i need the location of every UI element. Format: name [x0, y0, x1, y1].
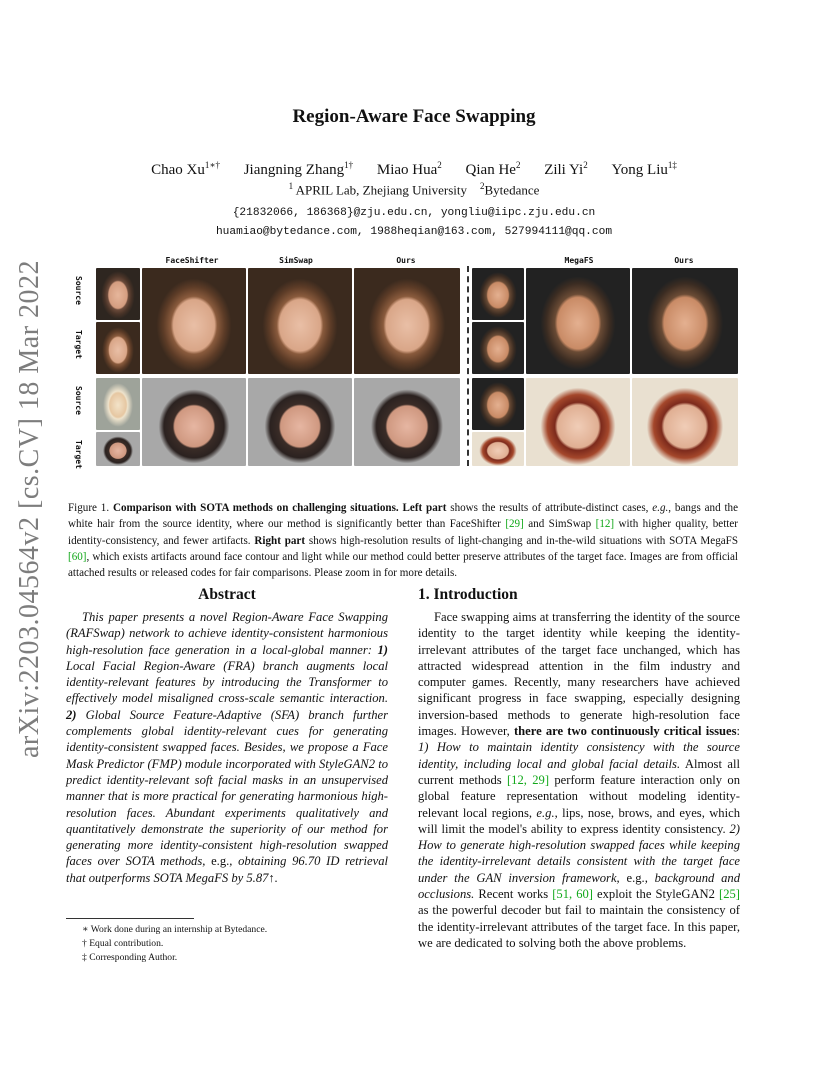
affiliations: $^1$ APRIL Lab, Zhejiang University $^2$Bytedance — [288, 181, 540, 198]
footnote: ‡ Corresponding Author. — [82, 952, 178, 963]
author: Miao Hua$^2$ — [376, 160, 442, 178]
abstract-section — [66, 586, 388, 886]
megafs-result — [526, 378, 630, 466]
source-image — [96, 378, 140, 430]
author: Jiangning Zhang$^{1\dagger}$ — [243, 160, 354, 178]
simswap-result — [248, 268, 352, 374]
megafs-result — [526, 268, 630, 374]
figure-caption: Figure 1. Comparison with SOTA methods on challenging situations. Left part shows the results of attribute-distinct cases, e.g., bangs and the white hair from the source identity, where our method is significantly better than FaceShifter [29] and SimSwap [12] with higher quality, better identity-consistency, and fewer artifacts. Right part shows high-resolution results of light-changing and in-the-wild situations with SOTA MegaFS [60], which exists artifacts around face contour and light while our method could better preserve attributes of the target face. Images are from official attached results or released codes for fair comparisons. Please zoom in for more details. — [68, 502, 739, 580]
citation-link[interactable]: [51, 60] — [552, 887, 593, 902]
row-label-source: Source — [74, 386, 83, 415]
col-label-ours-left: Ours — [396, 256, 416, 265]
author: Zili Yi$^2$ — [544, 160, 588, 178]
source-image — [472, 268, 524, 320]
citation-link[interactable]: [25] — [719, 887, 740, 902]
author: Qian He$^2$ — [465, 160, 521, 178]
target-image — [472, 322, 524, 374]
col-label-ours-right: Ours — [674, 256, 694, 265]
introduction-section — [418, 586, 740, 951]
author: Yong Liu$^{1\ddagger}$ — [611, 160, 677, 178]
row-label-target: Target — [74, 440, 83, 469]
row-label-source: Source — [74, 276, 83, 305]
citation-link[interactable]: [12, 29] — [506, 772, 550, 787]
source-image — [472, 378, 524, 430]
abstract-text: This paper presents a novel Region-Aware Face Swapping (RAFSwap) network to achieve identity-consistent harmonious high-resolution face generation in a local-global manner: 1) Local Facial Region-Aware (FRA) branch augments local identity-relevant features by introducing the Transformer to effectively model misaligned cross-scale semantic interaction. 2) Global Source Feature-Adaptive (SFA) branch further complements global identity-relevant cues for generating identity-consistent swapped faces. Besides, we propose a Face Mask Predictor (FMP) module incorporated with StyleGAN2 to predict identity-relevant soft facial masks in an unsupervised manner that is more practical for generating harmonious high-resolution faces. Abundant experiments qualitatively and quantitatively demonstrate the superiority of our method for generating more identity-consistent high-resolution swapped faces over SOTA methods, e.g., obtaining 96.70 ID retrieval that outperforms SOTA MegaFS by 5.87↑. — [66, 610, 389, 885]
citation-link[interactable]: [12] — [595, 518, 615, 531]
emails — [0, 204, 828, 242]
footnote: ∗ Work done during an internship at Bytedance. — [82, 924, 268, 935]
faceshifter-result — [142, 378, 246, 466]
figure-1 — [70, 256, 740, 469]
row-label-target: Target — [74, 330, 83, 359]
abstract-heading: Abstract — [198, 586, 256, 603]
source-image — [96, 268, 140, 320]
col-label-faceshifter: FaceShifter — [165, 256, 219, 265]
ours-result — [632, 378, 738, 466]
target-image — [472, 432, 524, 466]
faceshifter-result — [142, 268, 246, 374]
arxiv-watermark: arXiv:2203.04564v2 [cs.CV] 18 Mar 2022 — [14, 259, 45, 758]
citation-link[interactable]: [29] — [505, 518, 524, 531]
simswap-result — [248, 378, 352, 466]
author-list — [0, 160, 828, 179]
paper-title: Region-Aware Face Swapping — [292, 106, 536, 127]
citation-link[interactable]: [60] — [68, 550, 87, 563]
col-label-simswap: SimSwap — [279, 256, 313, 265]
col-label-megafs: MegaFS — [564, 256, 594, 265]
introduction-text: Face swapping aims at transferring the identity of the source identity to the target identity while keeping the identity-irrelevant attributes of the target face unchanged, which has attracted widespread attention in the film industry and computer games. Recently, many researchers have achieved significant progress in face swapping, especially designing inversion-based methods to generate high-resolution face images. However, there are two continuously critical issues: 1) How to maintain identity consistency with the source identity, including local and global facial details. Almost all current methods [12, 29] perform feature interaction only on global feature representation without modeling identity-relevant local regions, e.g., lips, nose, brows, and eyes, which will limit the model's ability to express identity consistency. 2) How to generate high-resolution swapped faces while keeping the identity-irrelevant details consistent with the target face under the GAN inversion framework, e.g., background and occlusions. Recent works [51, 60] exploit the StyleGAN2 [25] as the powerful decoder but fail to maintain the consistency of the identity-irrelevant attributes of the target face. In this paper, we are dedicated to solving both the above problems. — [418, 610, 740, 950]
email-line: huamiao@bytedance.com, 1988heqian@163.com, 527994111@qq.com — [215, 226, 613, 238]
footnote-rule — [66, 918, 194, 919]
author: Chao $Xu^{1∗\dagger}$ — [151, 160, 220, 178]
target-image — [96, 322, 140, 374]
ours-result — [354, 268, 460, 374]
figure-divider — [467, 266, 469, 466]
introduction-heading: 1. Introduction — [418, 586, 518, 603]
footnote: † Equal contribution. — [82, 938, 164, 949]
ours-result — [354, 378, 460, 466]
ours-result — [632, 268, 738, 374]
footnotes — [66, 918, 388, 965]
email-line: {21832066, 186368}@zju.edu.cn, yongliu@iipc.zju.edu.cn — [232, 207, 596, 219]
target-image — [96, 432, 140, 466]
